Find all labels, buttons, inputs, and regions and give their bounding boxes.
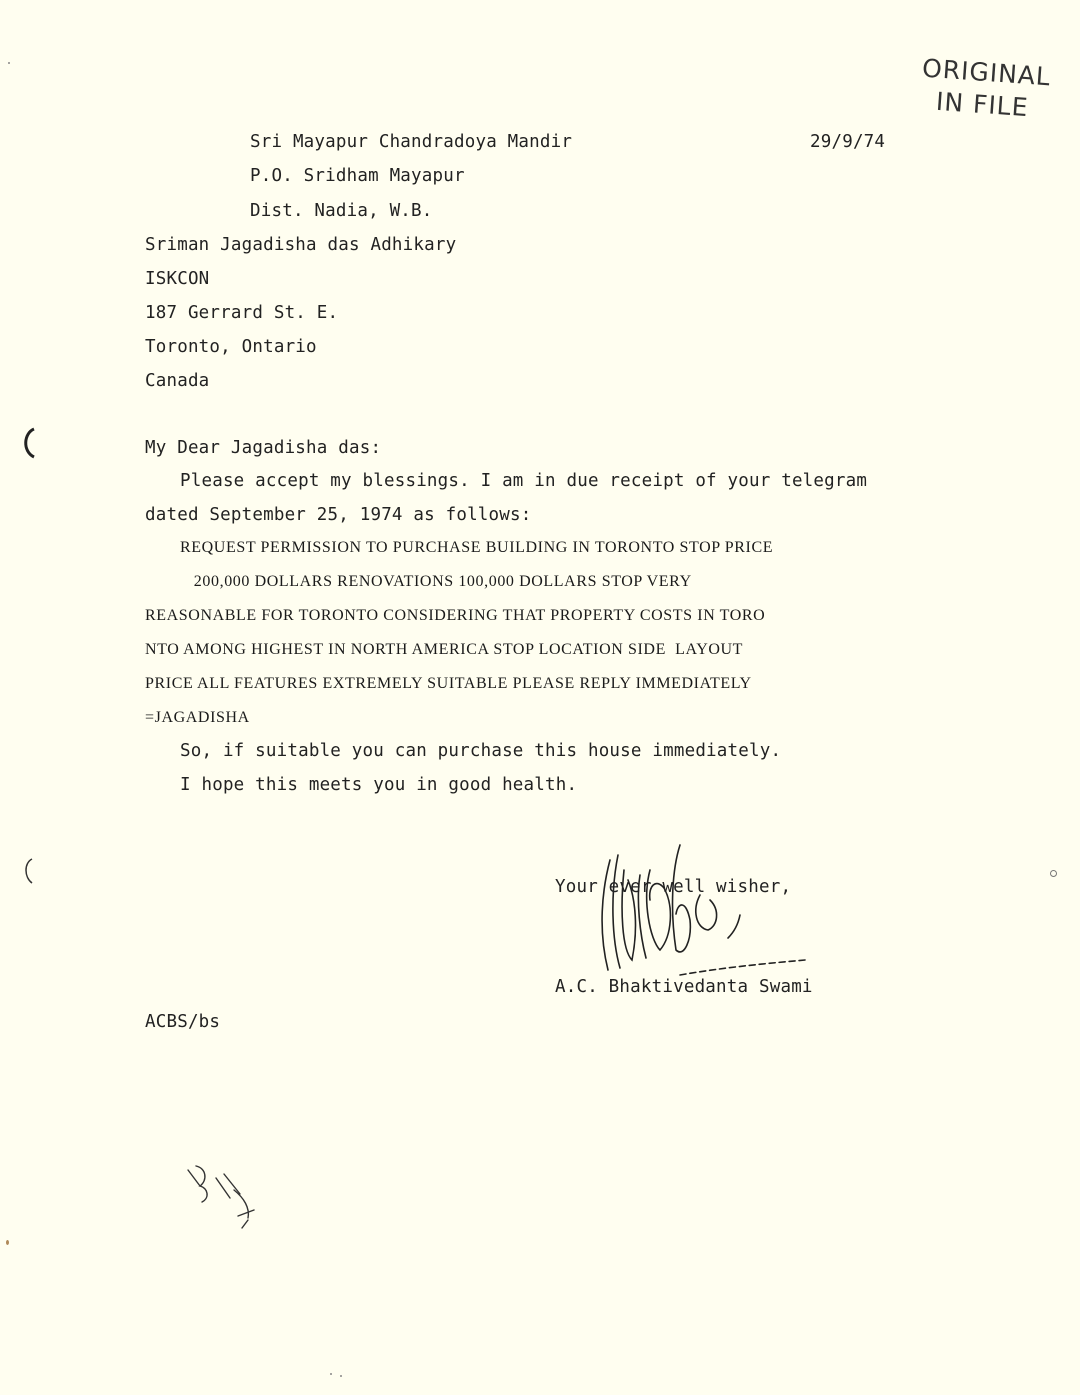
telegram-line: REASONABLE FOR TORONTO CONSIDERING THAT PROPERTY COSTS IN TORO — [145, 607, 766, 624]
reference-initials: ACBS/bs — [145, 1012, 221, 1032]
recipient-line: Toronto, Ontario — [145, 337, 317, 357]
telegram-line: PRICE ALL FEATURES EXTREMELY SUITABLE PLEASE REPLY IMMEDIATELY — [145, 675, 752, 692]
closing-line: I hope this meets you in good health. — [180, 775, 578, 795]
intro-line: dated September 25, 1974 as follows: — [145, 505, 532, 525]
letter-date: 29/9/74 — [810, 132, 886, 152]
telegram-line: NTO AMONG HIGHEST IN NORTH AMERICA STOP LOCATION SIDE LAYOUT — [145, 641, 744, 658]
telegram-line: 200,000 DOLLARS RENOVATIONS 100,000 DOLLARS STOP VERY — [180, 573, 692, 590]
scan-speck — [6, 1240, 9, 1245]
scan-speck — [1050, 870, 1057, 877]
handwritten-signature — [580, 840, 810, 980]
closing-line: So, if suitable you can purchase this house immediately. — [180, 741, 782, 761]
intro-line: Please accept my blessings. I am in due receipt of your telegram — [180, 471, 868, 491]
stamp-line-1: ORIGINAL — [921, 53, 1052, 92]
scan-speck — [330, 1373, 332, 1375]
sender-address-line: P.O. Sridham Mayapur — [250, 166, 465, 186]
telegram-line: =JAGADISHA — [145, 709, 250, 726]
binder-hole-mark — [18, 425, 42, 461]
binder-hole-mark — [18, 855, 38, 887]
valediction: Your ever well wisher, — [555, 877, 792, 897]
salutation: My Dear Jagadisha das: — [145, 438, 382, 458]
recipient-line: Sriman Jagadisha das Adhikary — [145, 235, 457, 255]
scan-speck — [8, 62, 10, 64]
telegram-line: REQUEST PERMISSION TO PURCHASE BUILDING IN TORONTO STOP PRICE — [180, 539, 774, 556]
sender-address-line: Dist. Nadia, W.B. — [250, 201, 433, 221]
stamp-line-2: IN FILE — [935, 86, 1030, 123]
recipient-line: ISKCON — [145, 269, 210, 289]
recipient-line: Canada — [145, 371, 210, 391]
margin-scribble — [178, 1158, 268, 1233]
scan-speck — [340, 1375, 342, 1377]
recipient-line: 187 Gerrard St. E. — [145, 303, 339, 323]
signatory-name: A.C. Bhaktivedanta Swami — [555, 977, 813, 997]
sender-address-line: Sri Mayapur Chandradoya Mandir — [250, 132, 573, 152]
